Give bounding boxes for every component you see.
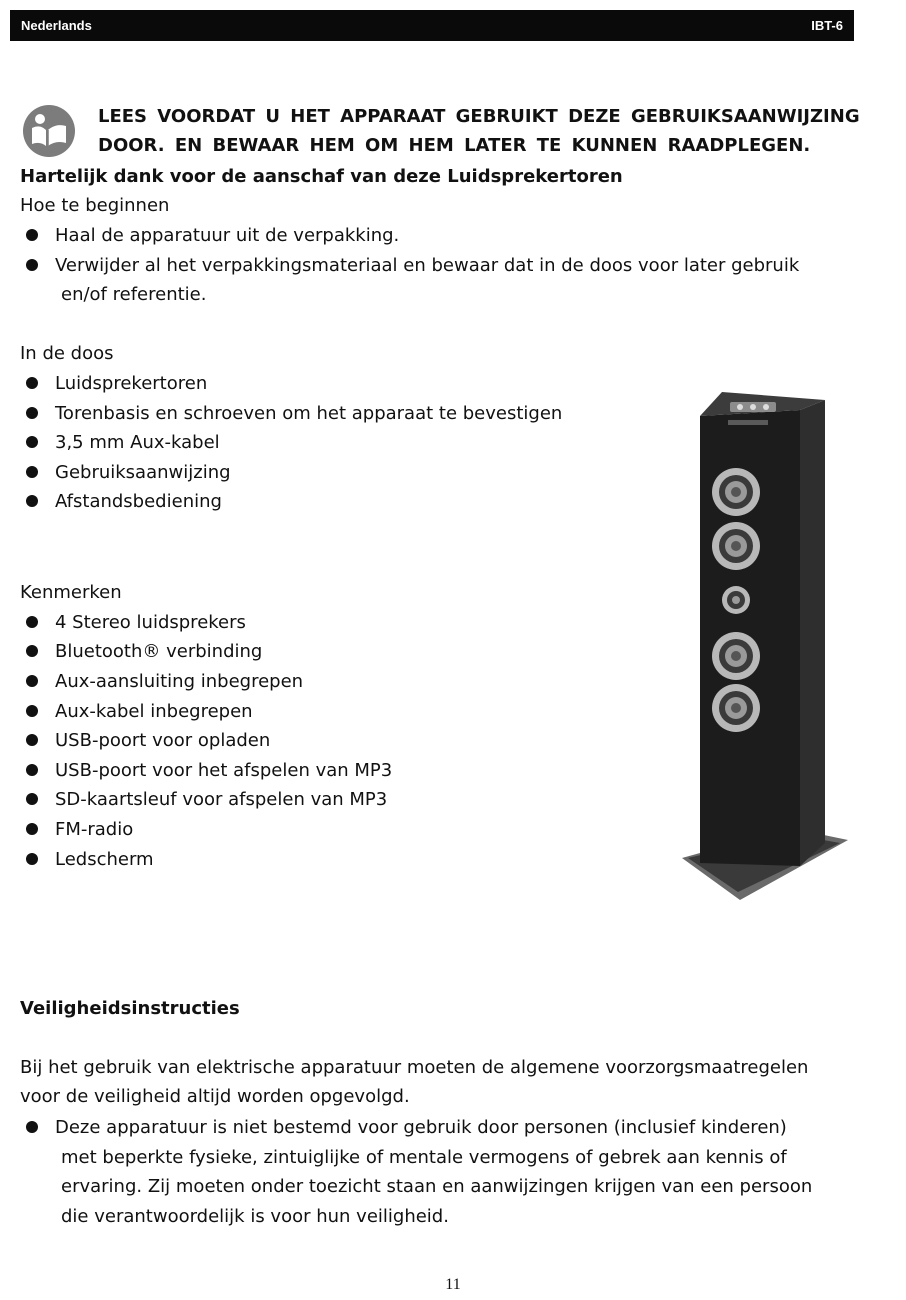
bullet-icon [26, 377, 38, 389]
list-item: Ledscherm [55, 849, 154, 870]
speaker-woofer [712, 522, 760, 570]
safety-item-line: met beperkte fysieke, zintuiglijke of mentale vermogens of gebrek aan kennis of [61, 1147, 787, 1168]
bullet-icon [26, 793, 38, 805]
safety-title: Veiligheidsinstructies [20, 998, 240, 1019]
safety-intro-line-2: voor de veiligheid altijd worden opgevolgd. [20, 1086, 410, 1107]
speaker-woofer [712, 632, 760, 680]
bullet-icon [26, 705, 38, 717]
bullet-icon [26, 259, 38, 271]
safety-intro-line-1: Bij het gebruik van elektrische apparatuur moeten de algemene voorzorgsmaatregelen [20, 1057, 809, 1078]
bullet-icon [26, 229, 38, 241]
read-manual-icon [22, 104, 76, 158]
speaker-tower-image [680, 388, 850, 903]
bullet-icon [26, 645, 38, 657]
list-item: FM-radio [55, 819, 134, 840]
list-item: 4 Stereo luidsprekers [55, 612, 246, 633]
bullet-icon [26, 1121, 38, 1133]
list-item: Verwijder al het verpakkingsmateriaal en bewaar dat in de doos voor later gebruik [55, 255, 800, 276]
list-item: USB-poort voor opladen [55, 730, 271, 751]
thanks-heading: Hartelijk dank voor de aanschaf van deze Luidsprekertoren [20, 166, 623, 187]
in-box-title: In de doos [20, 343, 114, 364]
speaker-woofer [712, 684, 760, 732]
bullet-icon [26, 823, 38, 835]
list-item: SD-kaartsleuf voor afspelen van MP3 [55, 789, 388, 810]
list-item: Torenbasis en schroeven om het apparaat te bevestigen [55, 403, 563, 424]
bullet-icon [26, 764, 38, 776]
list-item: Afstandsbediening [55, 491, 222, 512]
bullet-icon [26, 616, 38, 628]
notice-line-2: DOOR. EN BEWAAR HEM OM HEM LATER TE KUNNEN RAADPLEGEN. [98, 135, 811, 156]
list-item: Aux-kabel inbegrepen [55, 701, 253, 722]
safety-item-line: ervaring. Zij moeten onder toezicht staan en aanwijzingen krijgen van een persoon [61, 1176, 813, 1197]
header-bar [10, 10, 854, 41]
getting-started-title: Hoe te beginnen [20, 195, 170, 216]
bullet-icon [26, 675, 38, 687]
bullet-icon [26, 407, 38, 419]
list-item: 3,5 mm Aux-kabel [55, 432, 220, 453]
list-item: Bluetooth® verbinding [55, 641, 263, 662]
notice-line-1: LEES VOORDAT U HET APPARAAT GEBRUIKT DEZE GEBRUIKSAANWIJZING [98, 106, 860, 127]
safety-item-line: die verantwoordelijk is voor hun veiligheid. [61, 1206, 449, 1227]
list-item: USB-poort voor het afspelen van MP3 [55, 760, 393, 781]
header-model: IBT-6 [811, 18, 843, 33]
speaker-woofer [712, 468, 760, 516]
list-item-continuation: en/of referentie. [61, 284, 207, 305]
bullet-icon [26, 466, 38, 478]
bullet-icon [26, 436, 38, 448]
list-item: Luidsprekertoren [55, 373, 208, 394]
features-title: Kenmerken [20, 582, 122, 603]
speaker-tweeter [722, 586, 750, 614]
safety-item-line: Deze apparatuur is niet bestemd voor gebruik door personen (inclusief kinderen) [55, 1117, 787, 1138]
list-item: Haal de apparatuur uit de verpakking. [55, 225, 400, 246]
list-item: Gebruiksaanwijzing [55, 462, 231, 483]
list-item: Aux-aansluiting inbegrepen [55, 671, 304, 692]
bullet-icon [26, 495, 38, 507]
page-number: 11 [445, 1276, 461, 1293]
bullet-icon [26, 734, 38, 746]
header-language: Nederlands [21, 18, 92, 33]
bullet-icon [26, 853, 38, 865]
